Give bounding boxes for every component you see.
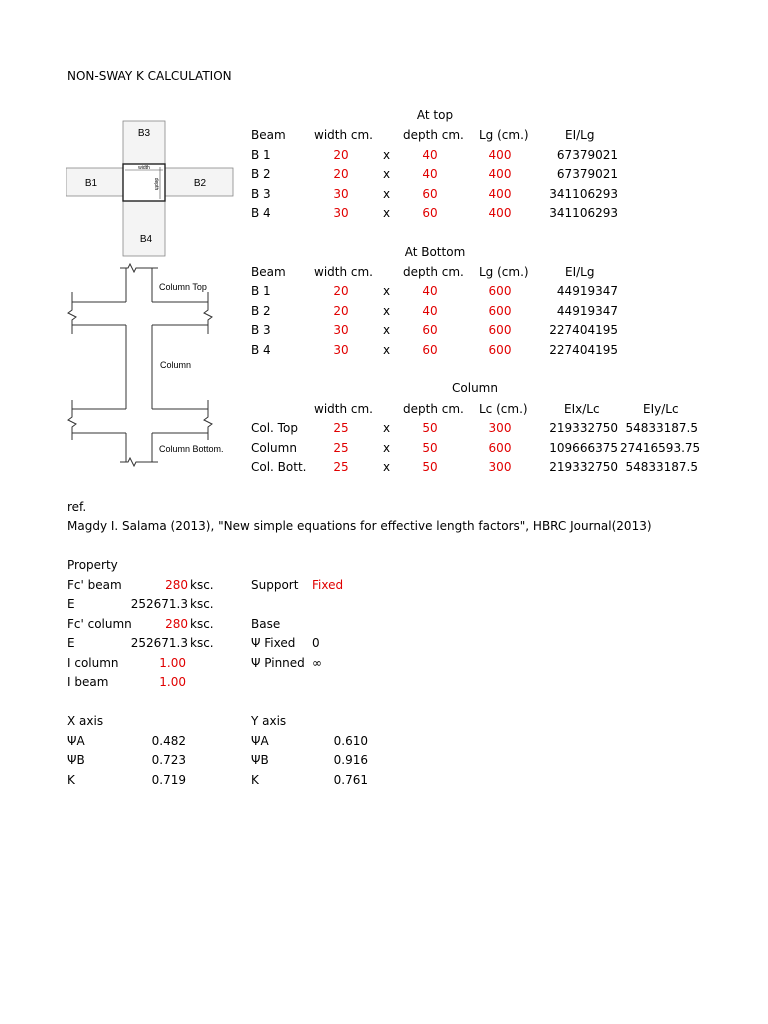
top-heading: At top	[416, 108, 454, 122]
bottom-row-name: B 1	[251, 284, 271, 298]
bottom-row-eilg: 44919347	[556, 284, 618, 298]
bottom-header-depth: depth cm.	[403, 265, 464, 279]
column-row-eix: 109666375	[549, 441, 618, 455]
fc-beam-label: Fc' beam	[67, 578, 122, 592]
label-width: width	[138, 165, 150, 171]
page-title: NON-SWAY K CALCULATION	[67, 69, 232, 83]
bottom-header-eilg: EI/Lg	[565, 265, 595, 279]
y-psi-a-value: 0.610	[333, 734, 368, 748]
column-row-x: x	[383, 421, 391, 435]
column-row-lc: 300	[488, 460, 512, 474]
label-column: Column	[160, 360, 192, 370]
column-row-eiy: 54833187.5	[625, 460, 698, 474]
bottom-row-lg: 600	[488, 343, 512, 357]
label-depth: depth	[153, 177, 159, 191]
top-row-lg: 400	[488, 206, 512, 220]
x-psi-b-label: ΨB	[67, 753, 85, 767]
support-value: Fixed	[312, 578, 344, 592]
column-row-eix: 219332750	[549, 421, 618, 435]
column-row-width: 25	[333, 421, 349, 435]
bottom-row-x: x	[383, 343, 391, 357]
e-column-unit: ksc.	[190, 636, 214, 650]
top-row-eilg: 67379021	[556, 167, 618, 181]
column-row-lc: 600	[488, 441, 512, 455]
bottom-row-x: x	[383, 323, 391, 337]
label-b1: B1	[84, 178, 98, 189]
x-psi-a-label: ΨA	[67, 734, 85, 748]
column-row-width: 25	[333, 441, 349, 455]
y-k-label: K	[251, 773, 259, 787]
fc-beam-unit: ksc.	[190, 578, 214, 592]
e-column-label: E	[67, 636, 75, 650]
bottom-row-eilg: 227404195	[549, 343, 618, 357]
bottom-header-lg: Lg (cm.)	[479, 265, 529, 279]
beam-b4-shape	[123, 201, 165, 256]
bottom-row-name: B 4	[251, 343, 271, 357]
y-axis-heading: Y axis	[251, 714, 287, 728]
label-b3: B3	[137, 128, 151, 139]
bottom-row-width: 20	[333, 284, 349, 298]
e-beam-label: E	[67, 597, 75, 611]
ref-label: ref.	[67, 500, 87, 514]
fc-column-unit: ksc.	[190, 617, 214, 631]
top-row-eilg: 341106293	[549, 187, 618, 201]
column-row-width: 25	[333, 460, 349, 474]
beam-plan-diagram	[66, 118, 236, 258]
bottom-row-lg: 600	[488, 323, 512, 337]
i-beam-value: 1.00	[159, 675, 186, 689]
top-header-lg: Lg (cm.)	[479, 128, 529, 142]
top-row-depth: 40	[422, 167, 438, 181]
top-row-width: 20	[333, 167, 349, 181]
y-psi-a-label: ΨA	[251, 734, 269, 748]
bottom-header-width: width cm.	[314, 265, 373, 279]
top-row-lg: 400	[488, 167, 512, 181]
e-beam-value: 252671.3	[130, 597, 188, 611]
ref-citation: Magdy I. Salama (2013), "New simple equations for effective length factors", HBRC Journal(2013)	[67, 519, 652, 533]
psi-fixed-label: Ψ Fixed	[251, 636, 296, 650]
top-header-eilg: EI/Lg	[565, 128, 595, 142]
y-psi-b-label: ΨB	[251, 753, 269, 767]
fc-column-value: 280	[165, 617, 188, 631]
column-row-x: x	[383, 460, 391, 474]
bottom-row-x: x	[383, 304, 391, 318]
bottom-header-beam: Beam	[251, 265, 286, 279]
x-psi-a-value: 0.482	[151, 734, 186, 748]
bottom-row-width: 30	[333, 343, 349, 357]
column-row-lc: 300	[488, 421, 512, 435]
i-column-value: 1.00	[159, 656, 186, 670]
top-header-width: width cm.	[314, 128, 373, 142]
top-row-x: x	[383, 187, 391, 201]
column-row-x: x	[383, 441, 391, 455]
psi-pinned-label: Ψ Pinned	[251, 656, 305, 670]
x-k-value: 0.719	[151, 773, 186, 787]
column-row-eiy: 54833187.5	[625, 421, 698, 435]
top-row-lg: 400	[488, 187, 512, 201]
column-row-eix: 219332750	[549, 460, 618, 474]
top-row-width: 20	[333, 148, 349, 162]
i-column-label: I column	[67, 656, 119, 670]
column-row-depth: 50	[422, 441, 438, 455]
e-beam-unit: ksc.	[190, 597, 214, 611]
x-psi-b-value: 0.723	[151, 753, 186, 767]
bottom-row-depth: 60	[422, 323, 438, 337]
psi-pinned-value: ∞	[312, 656, 322, 670]
top-row-eilg: 341106293	[549, 206, 618, 220]
column-row-depth: 50	[422, 460, 438, 474]
support-label: Support	[251, 578, 299, 592]
x-k-label: K	[67, 773, 75, 787]
psi-fixed-value: 0	[312, 636, 320, 650]
bottom-row-depth: 40	[422, 284, 438, 298]
bottom-row-name: B 2	[251, 304, 271, 318]
y-psi-b-value: 0.916	[333, 753, 368, 767]
column-header-width: width cm.	[314, 402, 373, 416]
top-row-width: 30	[333, 206, 349, 220]
bottom-row-lg: 600	[488, 304, 512, 318]
top-row-x: x	[383, 167, 391, 181]
top-row-width: 30	[333, 187, 349, 201]
column-row-name: Column	[251, 441, 297, 455]
label-column-top: Column Top	[159, 282, 207, 292]
column-header-lc: Lc (cm.)	[479, 402, 528, 416]
top-row-name: B 1	[251, 148, 271, 162]
base-label: Base	[251, 617, 281, 631]
top-row-eilg: 67379021	[556, 148, 618, 162]
fc-beam-value: 280	[165, 578, 188, 592]
label-b4: B4	[139, 234, 153, 245]
bottom-row-width: 20	[333, 304, 349, 318]
bottom-row-width: 30	[333, 323, 349, 337]
i-beam-label: I beam	[67, 675, 109, 689]
column-row-name: Col. Top	[251, 421, 298, 435]
top-row-name: B 4	[251, 206, 271, 220]
column-row-name: Col. Bott.	[251, 460, 307, 474]
column-row-eiy: 27416593.75	[620, 441, 701, 455]
bottom-row-name: B 3	[251, 323, 271, 337]
column-heading: Column	[452, 381, 498, 395]
top-row-depth: 60	[422, 206, 438, 220]
bottom-row-x: x	[383, 284, 391, 298]
fc-column-label: Fc' column	[67, 617, 132, 631]
bottom-row-lg: 600	[488, 284, 512, 298]
e-column-value: 252671.3	[130, 636, 188, 650]
top-row-depth: 60	[422, 187, 438, 201]
top-row-name: B 2	[251, 167, 271, 181]
column-header-depth: depth cm.	[403, 402, 464, 416]
property-heading: Property	[67, 558, 118, 572]
top-row-x: x	[383, 206, 391, 220]
top-row-x: x	[383, 148, 391, 162]
bottom-row-eilg: 227404195	[549, 323, 618, 337]
label-column-bottom: Column Bottom.	[159, 444, 224, 454]
bottom-heading: At Bottom	[404, 245, 466, 259]
column-header-eiy: EIy/Lc	[643, 402, 679, 416]
bottom-row-eilg: 44919347	[556, 304, 618, 318]
top-row-lg: 400	[488, 148, 512, 162]
label-b2: B2	[193, 178, 207, 189]
bottom-row-depth: 40	[422, 304, 438, 318]
x-axis-heading: X axis	[67, 714, 104, 728]
column-row-depth: 50	[422, 421, 438, 435]
top-row-name: B 3	[251, 187, 271, 201]
y-k-value: 0.761	[333, 773, 368, 787]
column-header-eix: EIx/Lc	[564, 402, 600, 416]
bottom-row-depth: 60	[422, 343, 438, 357]
top-header-depth: depth cm.	[403, 128, 464, 142]
top-header-beam: Beam	[251, 128, 286, 142]
column-elevation-diagram	[66, 262, 236, 468]
top-row-depth: 40	[422, 148, 438, 162]
